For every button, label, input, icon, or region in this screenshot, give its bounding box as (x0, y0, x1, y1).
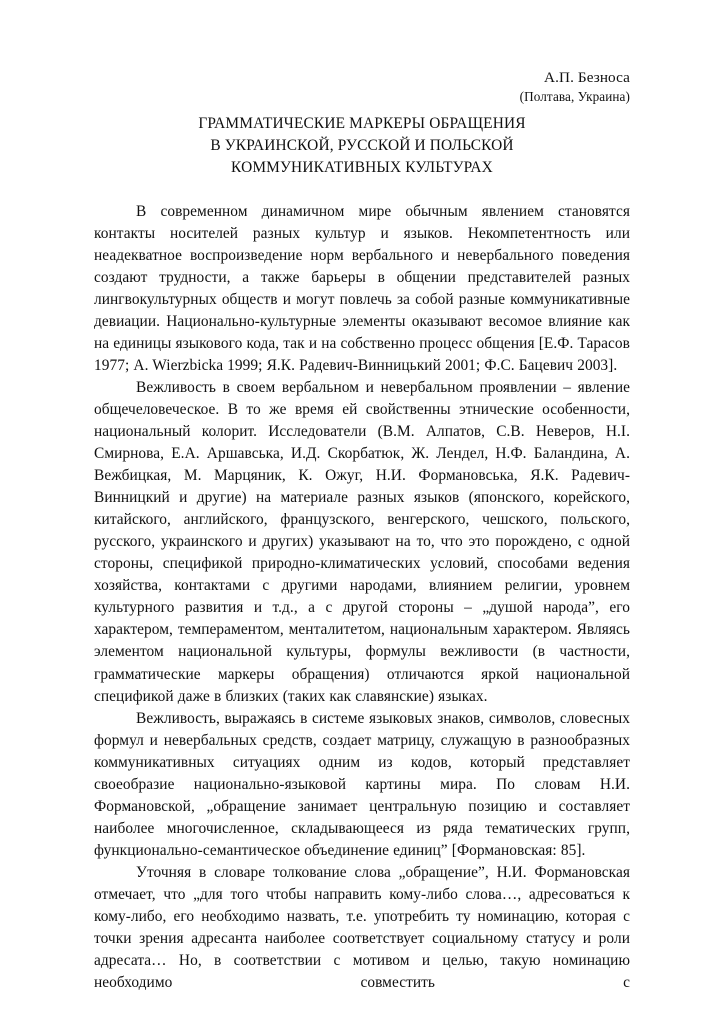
byline-block (94, 68, 630, 105)
page-title-line-2: В УКРАИНСКОЙ, РУССКОЙ И ПОЛЬСКОЙ (210, 136, 514, 154)
page-title-line-1: ГРАММАТИЧЕСКИЕ МАРКЕРЫ ОБРАЩЕНИЯ (198, 114, 526, 132)
body-text (94, 201, 630, 995)
page-title (94, 113, 630, 179)
page-title-line-3: КОММУНИКАТИВНЫХ КУЛЬТУРАХ (231, 158, 493, 176)
body-paragraph-3: Вежливость, выражаясь в системе языковых знаков, символов, словесных формул и невербальных средств, создает матрицу, служащую в разнообразных коммуникативных ситуациях одним из кодов, который представляет своеобразие национально-языковой картины мира. По словам Н.И. Формановской, „обращение занимает центральную позицию и составляет наиболее многочисленное, складывающееся из ряда тематических групп, функционально-семантическое объединение единиц” [Формановская: 85]. (94, 709, 630, 859)
body-paragraph-4: Уточняя в словаре толкование слова „обращение”, Н.И. Формановская отмечает, что „для того чтобы направить кому-либо слова…, адресоваться к кому-либо, его необходимо назвать, т.е. употребить ту номинацию, которая с точки зрения адресанта наиболее соответствует социальному статусу и роли адресата… Но, в соответствии с мотивом и целью, такую номинацию необходимо совместить с (94, 863, 630, 992)
author-name: А.П. Безноса (544, 69, 630, 86)
author-affiliation: (Полтава, Украина) (519, 88, 630, 104)
body-paragraph-1: В современном динамичном мире обычным явлением становятся контакты носителей разных культур и языков. Некомпетентность или неадекватное воспроизведение норм вербального и невербального поведения создают трудности, а также барьеры в общении представителей разных лингвокультурных обществ и могут повлечь за собой разные коммуникативные девиации. Национально-культурные элементы оказывают весомое влияние как на единицы языкового кода, так и на собственно процесс общения [Е.Ф. Тарасов 1977; A. Wierzbicka 1999; Я.К. Радевич-Винницький 2001; Ф.С. Бацевич 2003]. (94, 202, 630, 374)
body-paragraph-2: Вежливость в своем вербальном и невербальном проявлении – явление общечеловеческое. В то же время ей свойственны этнические особенности, национальный колорит. Исследователи (В.М. Алпатов, С.В. Неверов, Н.І. Смирнова, Е.А. Аршавська, И.Д. Скорбатюк, Ж. Лендел, Н.Ф. Баландина, А. Вежбицкая, М. Марцяник, К. Ожуг, Н.И. Формановська, Я.К. Радевич-Винницкий и другие) на материале разных языков (японского, корейского, китайского, английского, французского, венгерского, чешского, польского, русского, украинского и других) указывают на то, что это порождено, с одной стороны, спецификой природно-климатических условий, способами ведения хозяйства, контактами с другими народами, влиянием религии, уровнем культурного развития и т.д., а с другой стороны – „душой народа”, его характером, темпераментом, менталитетом, национальным характером. Являясь элементом национальной культуры, формулы вежливости (в частности, грамматические маркеры обращения) отличаются яркой национальной спецификой даже в близких (таких как славянские) языках. (94, 378, 630, 705)
